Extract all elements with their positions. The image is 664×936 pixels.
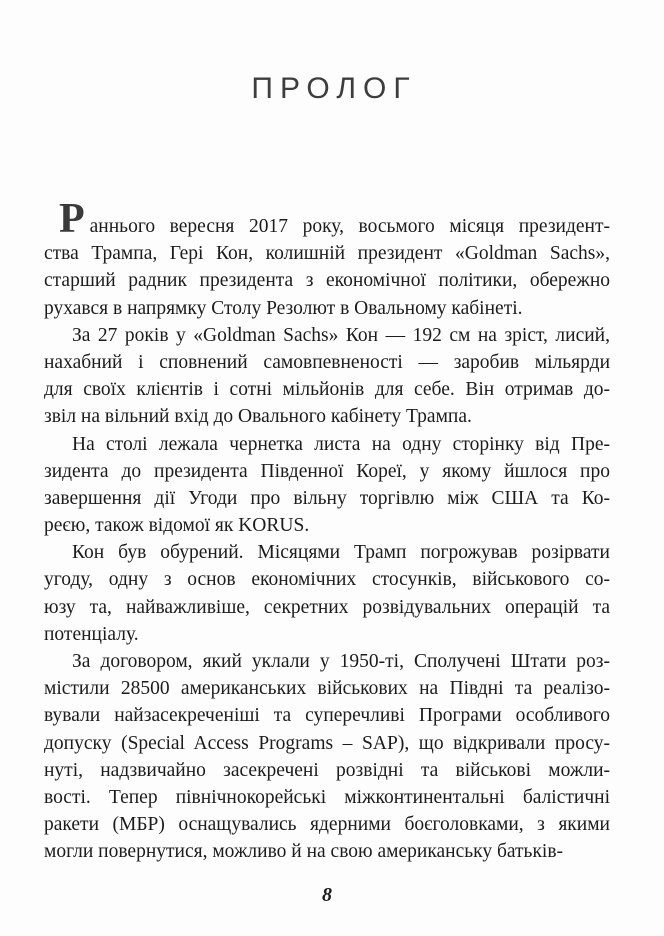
text-line: ракети (МБР) оснащувались ядерними боєголовками, з якими — [44, 814, 610, 836]
text-line: угоду, одну з основ економічних стосунків, військового со- — [44, 569, 610, 591]
text-line: вості. Тепер північнокорейські міжконтинентальні балістичні — [44, 786, 610, 808]
text-line: нахабний і сповнений самовпевненості — заробив мільярди — [44, 351, 610, 373]
text-line: юзу та, найважливіше, секретних розвідувальних операцій та — [44, 596, 610, 618]
text-line: містили 28500 американських військових на Півдні та реалізо- — [44, 678, 610, 700]
text-line: старший радник президента з економічної політики, обережно — [44, 270, 610, 292]
text-line: вували найзасекреченіші та суперечливі Програми особливого — [44, 705, 610, 727]
text-line: На столі лежала чернетка листа на одну сторінку від Пре- — [72, 433, 610, 455]
text-line: для своїх клієнтів і сотні мільйонів для себе. Він отримав до- — [44, 379, 610, 401]
text-line: За 27 років у «Goldman Sachs» Кон — 192 см на зріст, лисий, — [72, 324, 610, 346]
text-line: нуті, надзвичайно засекречені розвідні та військові можли- — [44, 759, 610, 781]
text-line: реєю, також відомої як KORUS. — [44, 515, 310, 537]
text-block — [44, 196, 610, 866]
text-line: рухався в напрямку Столу Резолют в Овальному кабінеті. — [44, 297, 523, 319]
paragraph — [44, 196, 610, 322]
raised-initial-cap: Р — [59, 196, 85, 242]
paragraph — [44, 322, 610, 431]
text-line: могли повернутися, можливо й на свою американську батьків- — [44, 841, 564, 863]
text-line: ства Трампа, Гері Кон, колишній президент «Goldman Sachs», — [44, 243, 610, 265]
text-line: Раннього вересня 2017 року, восьмого місяця президент- — [59, 196, 610, 242]
text-line: звіл на вільний вхід до Овального кабінету Трампа. — [44, 406, 472, 428]
text-line: завершення дії Угоди про вільну торгівлю між США та Ко- — [44, 487, 610, 509]
text-line: потенціалу. — [44, 623, 139, 645]
chapter-heading: ПРОЛОГ — [251, 72, 417, 105]
page-number: 8 — [322, 884, 332, 906]
text-line: зидента до президента Південної Кореї, у якому йшлося про — [44, 460, 610, 482]
text-line: допуску (Special Access Programs – SAP), що відкривали просу- — [44, 732, 610, 754]
text-line: Кон був обурений. Місяцями Трамп погрожував розірвати — [72, 542, 610, 564]
paragraph — [44, 648, 610, 866]
text-line: За договором, який уклали у 1950-ті, Сполучені Штати роз- — [72, 651, 610, 672]
paragraph — [44, 539, 610, 648]
paragraph — [44, 431, 610, 540]
